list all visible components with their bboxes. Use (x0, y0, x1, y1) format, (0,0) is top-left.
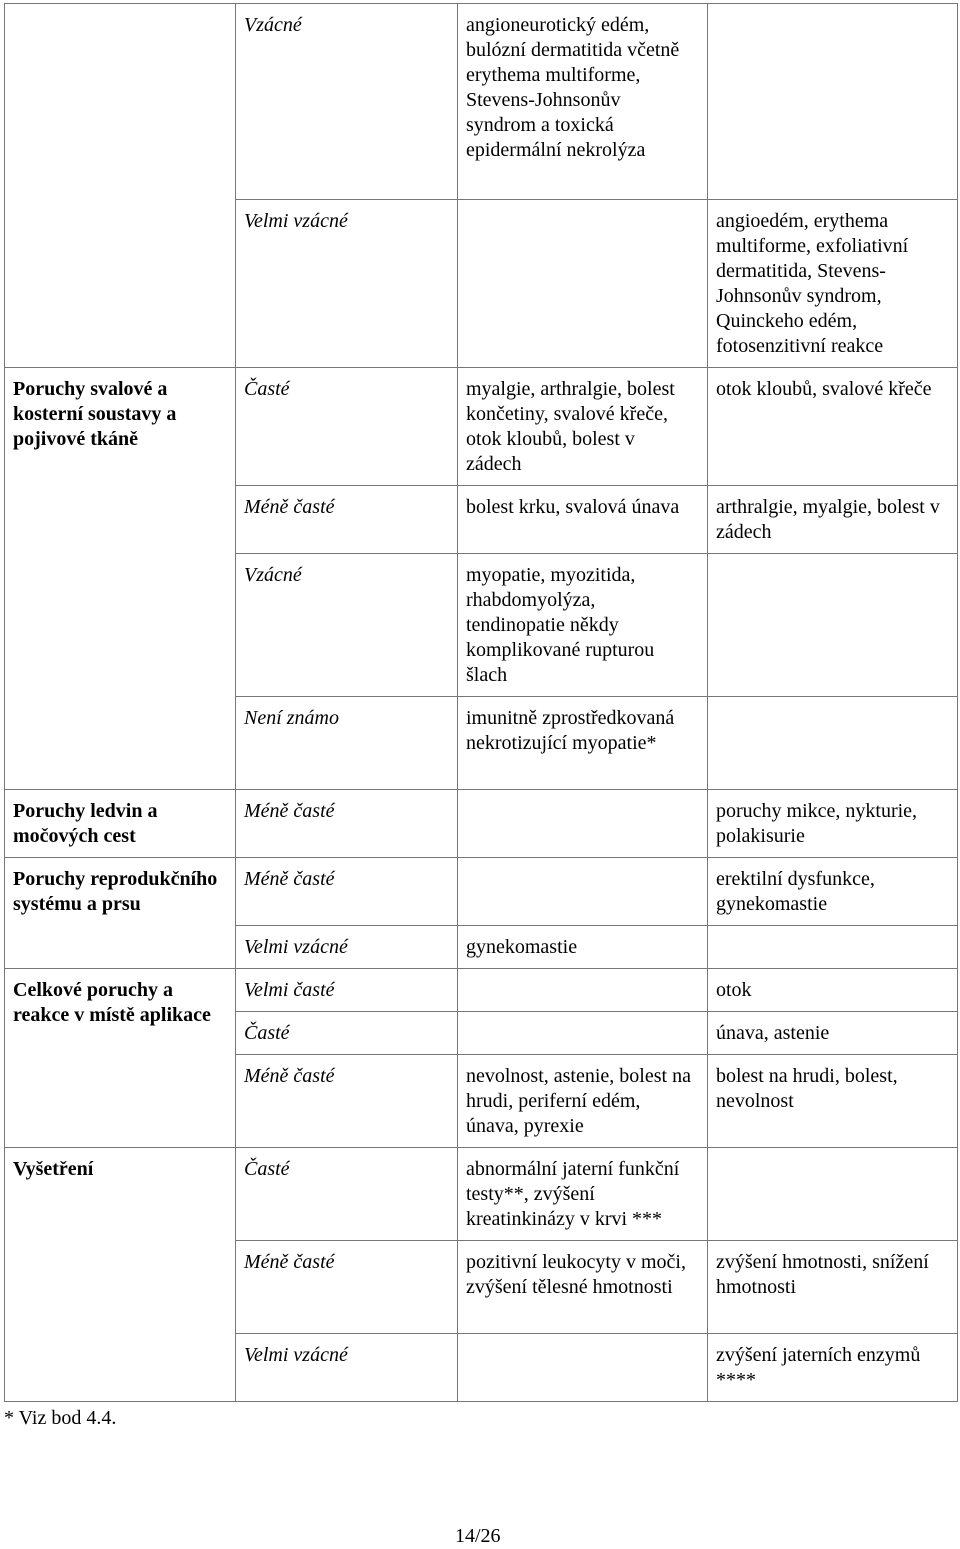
frequency-cell: Velmi vzácné (236, 200, 458, 368)
effect-cell-combination: abnormální jaterní funkční testy**, zvýšení kreatinkinázy v krvi *** (458, 1148, 708, 1241)
frequency-cell: Časté (236, 1148, 458, 1241)
organ-class-cell: Poruchy svalové a kosterní soustavy a pojivové tkáně (5, 368, 236, 790)
effect-cell-monotherapy: otok (708, 969, 958, 1012)
frequency-cell: Méně časté (236, 486, 458, 554)
frequency-cell: Časté (236, 1012, 458, 1055)
effect-cell-combination: angioneurotický edém, bulózní dermatitida včetně erythema multiforme, Stevens-Johnsonův syndrom a toxická epidermální nekrolýza (458, 4, 708, 200)
table-row (5, 969, 958, 1012)
footnote: * Viz bod 4.4. (4, 1407, 117, 1429)
effect-cell-combination (458, 1012, 708, 1055)
effect-cell-combination: gynekomastie (458, 926, 708, 969)
effect-cell-monotherapy (708, 926, 958, 969)
effect-cell-monotherapy: arthralgie, myalgie, bolest v zádech (708, 486, 958, 554)
table-row (5, 858, 958, 926)
table-row (5, 790, 958, 858)
organ-class-cell: Poruchy reprodukčního systému a prsu (5, 858, 236, 969)
effect-cell-combination (458, 790, 708, 858)
effect-cell-combination (458, 969, 708, 1012)
page-number: 14/26 (455, 1525, 501, 1547)
organ-class-cell (5, 4, 236, 368)
effect-cell-combination: myalgie, arthralgie, bolest končetiny, svalové křeče, otok kloubů, bolest v zádech (458, 368, 708, 486)
effect-cell-combination: bolest krku, svalová únava (458, 486, 708, 554)
frequency-cell: Méně časté (236, 858, 458, 926)
frequency-cell: Časté (236, 368, 458, 486)
effect-cell-monotherapy: otok kloubů, svalové křeče (708, 368, 958, 486)
table-row (5, 1148, 958, 1241)
table-row (5, 368, 958, 486)
effect-cell-combination: imunitně zprostředkovaná nekrotizující myopatie* (458, 697, 708, 790)
frequency-cell: Vzácné (236, 4, 458, 200)
effect-cell-monotherapy (708, 697, 958, 790)
effect-cell-monotherapy: bolest na hrudi, bolest, nevolnost (708, 1055, 958, 1148)
frequency-cell: Velmi vzácné (236, 926, 458, 969)
frequency-cell: Méně časté (236, 1241, 458, 1334)
frequency-cell: Méně časté (236, 790, 458, 858)
effect-cell-monotherapy (708, 1148, 958, 1241)
effect-cell-combination: myopatie, myozitida, rhabdomyolýza, tendinopatie někdy komplikované rupturou šlach (458, 554, 708, 697)
organ-class-cell: Celkové poruchy a reakce v místě aplikace (5, 969, 236, 1148)
frequency-cell: Velmi vzácné (236, 1334, 458, 1402)
frequency-cell: Méně časté (236, 1055, 458, 1148)
effect-cell-monotherapy: zvýšení hmotnosti, snížení hmotnosti (708, 1241, 958, 1334)
effect-cell-monotherapy: poruchy mikce, nykturie, polakisurie (708, 790, 958, 858)
effect-cell-combination: nevolnost, astenie, bolest na hrudi, periferní edém, únava, pyrexie (458, 1055, 708, 1148)
effect-cell-monotherapy: erektilní dysfunkce, gynekomastie (708, 858, 958, 926)
effect-cell-monotherapy: únava, astenie (708, 1012, 958, 1055)
adverse-effects-table (4, 3, 958, 1402)
effect-cell-monotherapy: zvýšení jaterních enzymů **** (708, 1334, 958, 1402)
organ-class-cell: Vyšetření (5, 1148, 236, 1402)
frequency-cell: Velmi časté (236, 969, 458, 1012)
organ-class-cell: Poruchy ledvin a močových cest (5, 790, 236, 858)
frequency-cell: Vzácné (236, 554, 458, 697)
effect-cell-monotherapy: angioedém, erythema multiforme, exfoliativní dermatitida, Stevens-Johnsonův syndrom, Quinckeho edém, fotosenzitivní reakce (708, 200, 958, 368)
effect-cell-combination: pozitivní leukocyty v moči, zvýšení tělesné hmotnosti (458, 1241, 708, 1334)
effect-cell-combination (458, 200, 708, 368)
effect-cell-monotherapy (708, 554, 958, 697)
effect-cell-combination (458, 858, 708, 926)
effect-cell-combination (458, 1334, 708, 1402)
effect-cell-monotherapy (708, 4, 958, 200)
table-row (5, 4, 958, 200)
frequency-cell: Není známo (236, 697, 458, 790)
